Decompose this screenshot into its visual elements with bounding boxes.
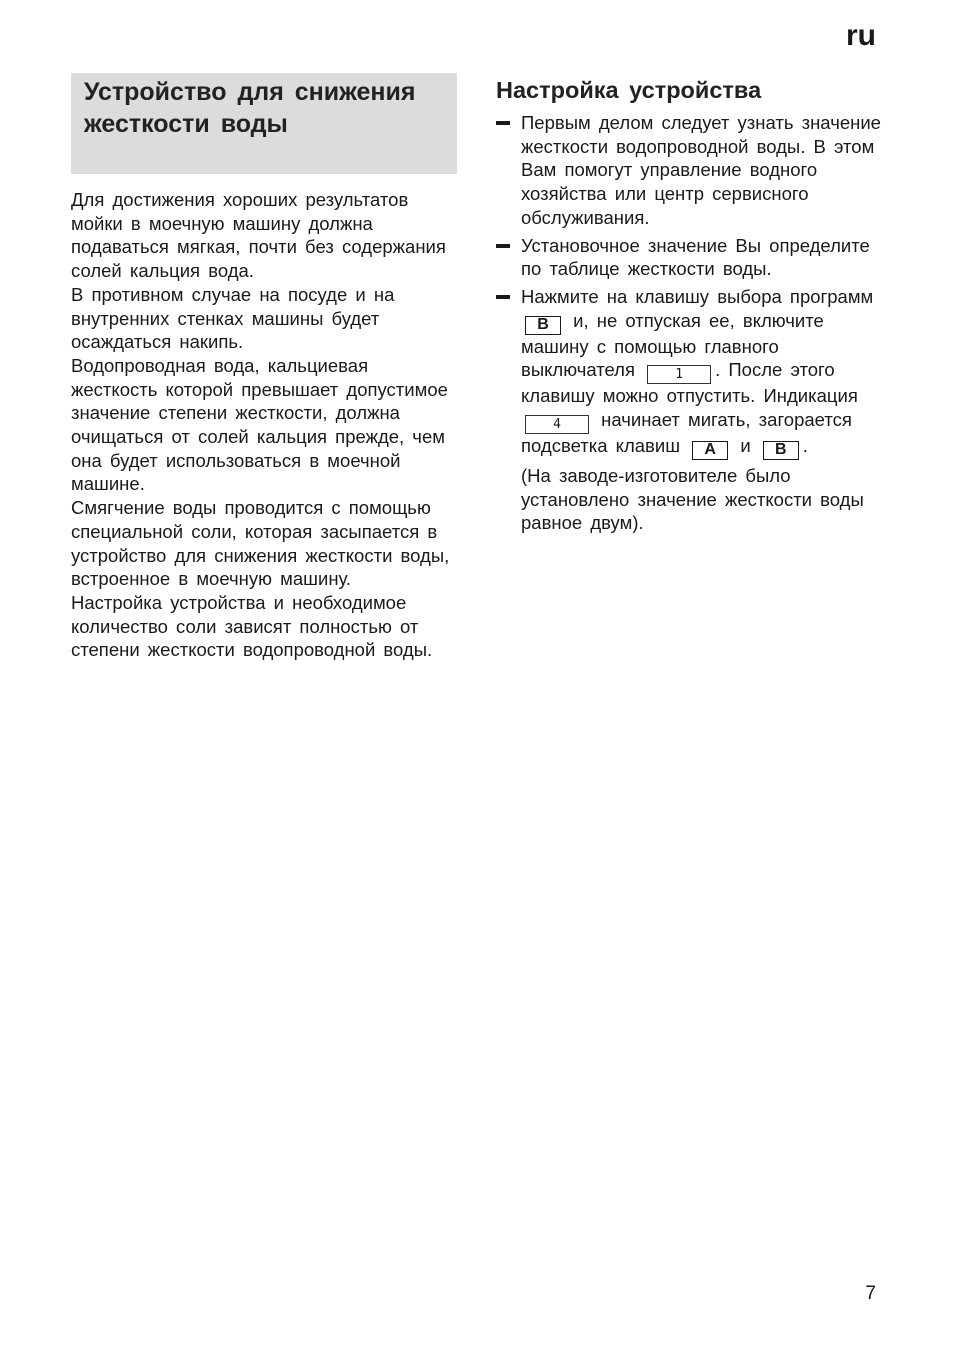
device-setup-section	[496, 73, 881, 535]
dash-bullet-icon	[496, 295, 510, 299]
key-b-icon: B	[763, 441, 799, 460]
factory-setting-note: (На заводе-изготовителе было установлено значение жесткости воды равное двум).	[521, 465, 864, 534]
paragraph: Для достижения хороших результатов мойки в моечную машину должна подаваться мягкая, почти без содержания солей кальция вода.	[71, 189, 446, 282]
program-key-b-icon: B	[525, 316, 561, 335]
water-softener-section	[71, 73, 457, 662]
step-text: . После этого клавишу можно отпустить. Индикация	[521, 359, 858, 407]
step-text: и	[740, 435, 751, 457]
paragraph: Настройка устройства и необходимое количество соли зависят полностью от степени жесткости водопроводной воды.	[71, 591, 433, 661]
section-body	[71, 188, 457, 662]
paragraph: Водопроводная вода, кальциевая жесткость которой превышает допустимое значение степени жесткости, должна очищаться от солей кальция прежде, чем она будет использоваться в моечной машине.	[71, 354, 448, 495]
indicator-icon: 4	[525, 415, 589, 434]
step-text: и, не отпуская ее, включите машину с помощью главного выключателя	[521, 309, 824, 381]
step-text: Установочное значение Вы определите по таблице жесткости воды.	[521, 234, 870, 280]
main-switch-icon: 1	[647, 365, 711, 384]
step-text: начинает мигать, загорается подсветка клавиш	[521, 409, 852, 457]
setup-step	[496, 285, 881, 460]
setup-steps	[496, 111, 881, 460]
step-text: Нажмите на клавишу выбора программ	[521, 285, 874, 307]
paragraph: Смягчение воды проводится с помощью специальной соли, которая засыпается в устройство для снижения жесткости воды, встроенное в моечную машину.	[71, 497, 450, 590]
step-text: Первым делом следует узнать значение жесткости водопроводной воды. В этом Вам помогут управление водного хозяйства или центр сервисного обслуживания.	[521, 112, 881, 228]
key-a-icon: A	[692, 441, 728, 460]
setup-step	[496, 111, 881, 230]
step-text: .	[802, 435, 808, 457]
section-title: Устройство для снижения жесткости воды	[84, 78, 416, 138]
section-title-box	[71, 73, 457, 174]
dash-bullet-icon	[496, 121, 510, 125]
dash-bullet-icon	[496, 244, 510, 248]
page-number: 7	[865, 1283, 876, 1304]
setup-title: Настройка устройства	[496, 77, 762, 103]
paragraph: В противном случае на посуде и на внутренних стенках машины будет осаждаться накипь.	[71, 283, 395, 353]
language-code: ru	[846, 19, 876, 52]
setup-step	[496, 234, 881, 281]
